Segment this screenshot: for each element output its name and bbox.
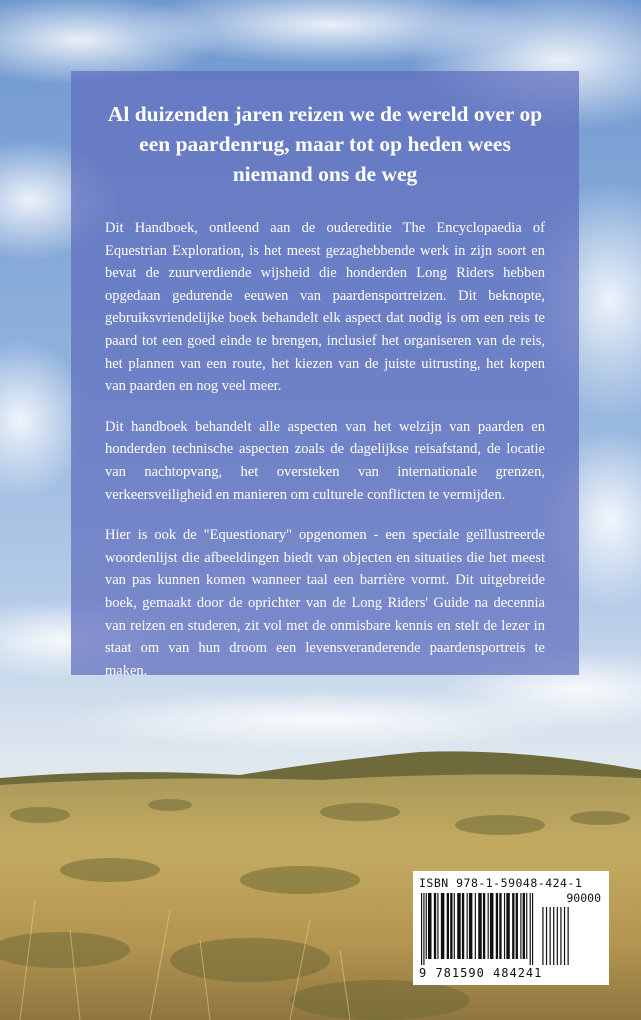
barcode-bar (423, 893, 424, 965)
barcode-bar (520, 893, 521, 959)
barcode-bar (530, 893, 531, 965)
blurb-paragraph-1: Dit Handboek, ontleend aan de oudereditie The Encyclopaedia of Equestrian Exploration, is het meest gezaghebbende werk in zijn soort en bevat de zuurverdiende wijsheid die honderden Long Riders hebben opgedaan gedurende eeuwen van paardensportreizen. Dit beknopte, gebruiksvriendelijke boek behandelt elk aspect dat nodig is om een reis te paard tot een goed einde te brengen, inclusief het organiseren van de reis, het plannen van een route, het kiezen van de juiste uitrusting, het kopen van paarden en nog veel meer. (105, 220, 545, 395)
barcode-bar (437, 893, 438, 959)
barcode-bar (560, 907, 561, 965)
barcode-bar (542, 907, 543, 965)
ean-digits: 9 781590 484241 (419, 966, 543, 980)
barcode-bar (454, 893, 455, 959)
barcode-bar (457, 893, 461, 959)
barcode-bar (512, 893, 514, 959)
barcode-bar (516, 893, 518, 959)
barcode-bar (488, 893, 489, 959)
barcode-bar (523, 893, 525, 959)
isbn-barcode (413, 871, 609, 985)
barcode-bar (467, 893, 468, 959)
blurb-paragraph-2: Dit handboek behandelt alle aspecten van het welzijn van paarden en honderden technische aspecten zoals de dagelijkse reisafstand, de locatie van nachtopvang, het oversteken van internationale grenzen, verkeersveiligheid en manieren om culturele conflicten te vermijden. (105, 418, 545, 503)
blurb-panel (71, 71, 579, 679)
barcode-bar (568, 907, 569, 965)
barcode-bar (526, 893, 527, 959)
barcode-bar (434, 893, 436, 959)
barcode-bar (504, 893, 505, 959)
price-code: 90000 (566, 891, 601, 905)
barcode-bar (546, 907, 547, 965)
barcode-bar (426, 893, 427, 959)
barcode-bar (469, 893, 473, 959)
barcode-bar (490, 893, 494, 959)
blurb-paragraph-3: Hier is ook de "Equestionary" opgenomen - een speciale geïllustreerde woordenlijst die afbeeldingen biedt van objecten en situaties die het meest van pas kunnen komen wanneer taal een barrière vormt. Dit uitgebreide boek, gemaakt door de oprichter van de Long Riders' Guide na decennia van reizen en studeren, zit vol met de onmisbare kennis en stelt de lezer in staat om van hun droom een levensveranderende paardensportreis te maken. (105, 527, 545, 679)
barcode-bar (428, 893, 432, 959)
cover-headline: Al duizenden jaren reizen we de wereld over op een paardenrug, maar tot op heden wees niemand ons de weg (107, 102, 543, 186)
barcode-bar (462, 893, 464, 959)
barcode-bar (441, 893, 445, 959)
barcode-bar (447, 893, 449, 959)
barcode-bar (532, 893, 533, 965)
barcode-bar (550, 907, 551, 965)
barcode-bar (499, 893, 501, 959)
isbn-text: ISBN 978-1-59048-424-1 (419, 876, 583, 890)
barcode-bar (564, 907, 565, 965)
barcode-bar (496, 893, 498, 959)
barcode-bar (557, 907, 558, 965)
barcode-bar (475, 893, 476, 959)
barcode-bar (450, 893, 452, 959)
barcode-bar (478, 893, 482, 959)
barcode-bar (483, 893, 485, 959)
barcode-bar (553, 907, 554, 965)
barcode-bar (506, 893, 510, 959)
barcode-bar (421, 893, 422, 965)
